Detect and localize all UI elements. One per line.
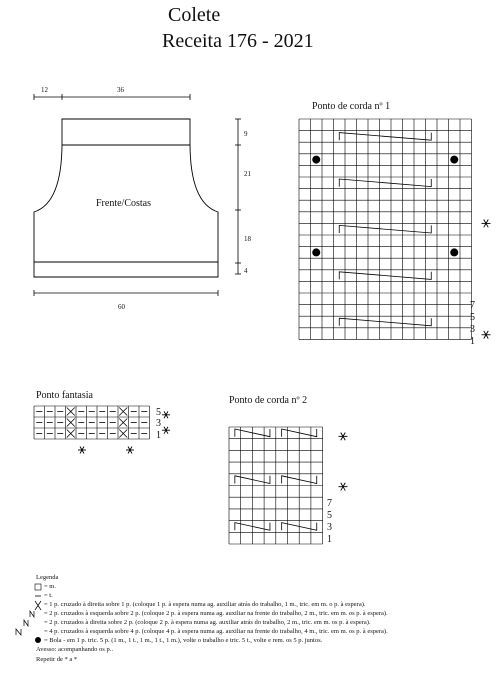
cable1-title: Ponto de corda nº 1 <box>312 101 391 112</box>
legend-cross2r-symbol <box>24 620 28 626</box>
cable1-crossing-1 <box>339 133 431 141</box>
cable1-row-1: 1 <box>470 336 475 347</box>
fancy-star-right-top <box>162 411 170 418</box>
cable2-title: Ponto de corda nº 2 <box>229 395 308 406</box>
dim-right-bottom: 4 <box>244 267 248 275</box>
cable1-row-3: 3 <box>470 324 475 335</box>
legend-cross4-symbol <box>16 629 21 635</box>
cable2-row-5: 5 <box>327 510 332 521</box>
cable2-star-top <box>339 432 348 440</box>
legend-cross1-symbol <box>35 601 41 610</box>
fancy-star-bottom-left <box>78 447 86 454</box>
cable2-row-1: 1 <box>327 534 332 545</box>
legend-item-cross2l: = 2 p. cruzados à esquerda sobre 2 p. (coloque 2 p. à espera numa ag. auxiliar na frente do trabalho, 2 m., tric. em m. os p. à espera). <box>44 610 388 617</box>
cable1-row-5: 5 <box>470 312 475 323</box>
legend-knit-symbol <box>35 584 41 590</box>
legend-item-cross4: = 4 p. cruzados à esquerda sobre 4 p. (coloque 4 p. à espera numa ag. auxiliar na frente do trabalho, 4 m., tric. em m. os p. à espera). <box>44 628 388 635</box>
fancy-row-5: 5 <box>156 407 161 418</box>
legend-item-knit: = m. <box>44 583 56 590</box>
schematic-outline <box>34 119 218 277</box>
cable2-chart <box>229 427 348 544</box>
fancy-row-1: 1 <box>156 430 161 441</box>
legend-item-cross2r: = 2 p. cruzados à direita sobre 2 p. (coloque 2 p. à espera numa ag. auxiliar atrás do trabalho, 2 m., tric. em m. os p. à espera). <box>44 619 371 626</box>
pattern-title: Colete <box>168 4 221 26</box>
dim-top-left: 12 <box>41 86 48 94</box>
cable1-crossing-2 <box>339 179 431 187</box>
legend-footer-repeat: Repetir de * a * <box>36 656 78 663</box>
cable1-row-7: 7 <box>470 300 475 311</box>
dim-top-main: 36 <box>117 86 124 94</box>
dim-right-top: 9 <box>244 130 248 138</box>
dim-right-mid: 21 <box>244 170 251 178</box>
pattern-subtitle: Receita 176 - 2021 <box>162 30 314 52</box>
legend-item-cross1: = 1 p. cruzado à direita sobre 1 p. (coloque 1 p. à espera numa ag. auxiliar atrás do trabalho, 1 m., tric. em m. o p. à espera). <box>44 601 366 608</box>
cable1-chart <box>299 119 491 339</box>
cable2-star-bottom <box>339 483 348 491</box>
schematic-label: Frente/Costas <box>96 198 151 209</box>
dim-right-lower: 18 <box>244 235 251 243</box>
legend-cross2l-symbol <box>30 611 34 617</box>
cable1-bobble-2 <box>450 156 458 164</box>
cable2-row-3: 3 <box>327 522 332 533</box>
fancy-row-3: 3 <box>156 418 161 429</box>
cable2-row-7: 7 <box>327 498 332 509</box>
legend-footer-avesso: Avesso: acompanhando os p.. <box>36 646 113 653</box>
legend-item-bobble: = Bola - em 1 p. tric. 5 p. (1 m., 1 t., 1 m., 1 t., 1 m.), volte o trabalho e tric. 5 t., volte e rem. os 5 p. juntos. <box>44 637 323 644</box>
cable1-repeat-star-bottom <box>482 331 491 339</box>
fancy-star-right-bottom <box>162 427 170 434</box>
legend-title: Legenda <box>36 574 59 581</box>
cable1-bobble-4 <box>450 248 458 256</box>
dim-bottom: 60 <box>118 303 125 311</box>
cable1-crossing-3 <box>339 225 431 233</box>
schematic-dimension-lines <box>34 94 241 296</box>
cable1-repeat-star-top <box>482 220 491 228</box>
fancy-title: Ponto fantasia <box>36 390 93 401</box>
cable1-crossing-5 <box>339 318 431 326</box>
legend-symbols <box>16 584 41 643</box>
cable1-bobble-3 <box>312 248 320 256</box>
cable2-grid <box>229 427 323 544</box>
cable1-bobble-1 <box>312 156 320 164</box>
legend-bobble-symbol <box>35 637 41 643</box>
cable1-crossing-4 <box>339 272 431 280</box>
fancy-symbols <box>36 408 147 438</box>
fancy-chart <box>34 406 170 453</box>
fancy-star-bottom-right <box>126 447 134 454</box>
legend-item-purl: = t. <box>44 592 53 599</box>
